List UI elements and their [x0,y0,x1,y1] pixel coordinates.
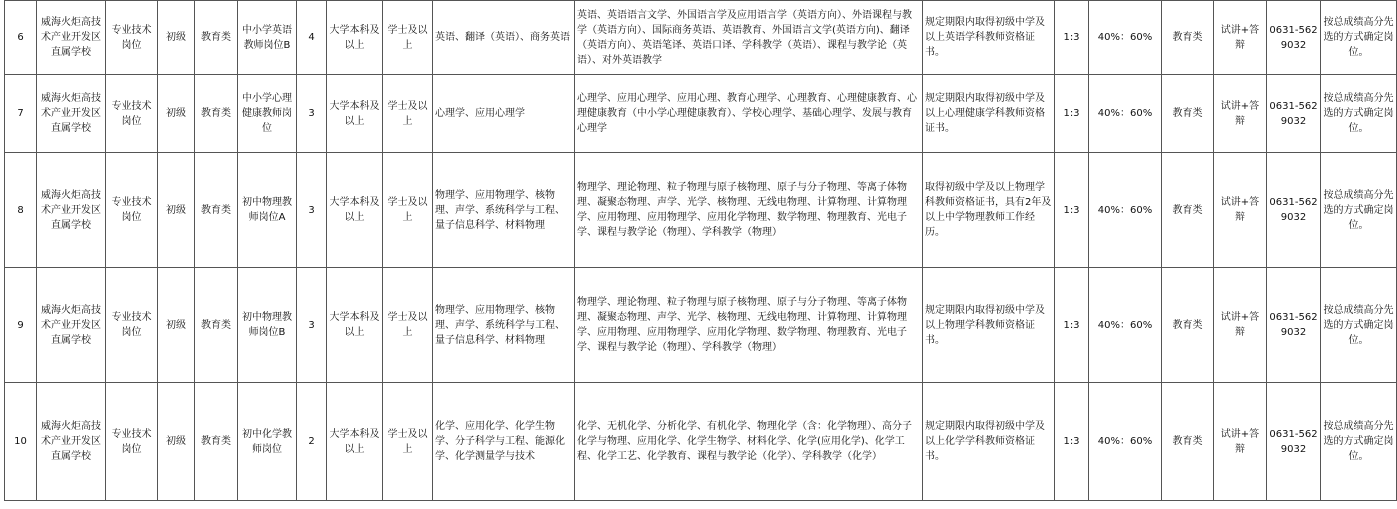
cell-requirement: 规定期限内取得初级中学及以上英语学科教师资格证书。 [923,1,1055,75]
cell-no: 9 [5,268,37,383]
cell-phone: 0631-5629032 [1267,383,1321,501]
cell-education: 大学本科及以上 [327,153,383,268]
cell-position: 初中物理教师岗位A [238,153,297,268]
cell-phone: 0631-5629032 [1267,153,1321,268]
cell-requirement: 规定期限内取得初级中学及以上物理学科教师资格证书。 [923,268,1055,383]
cell-weight: 40%：60% [1089,153,1162,268]
cell-count: 2 [297,383,327,501]
cell-unit: 威海火炬高技术产业开发区直属学校 [37,268,106,383]
cell-unit: 威海火炬高技术产业开发区直属学校 [37,383,106,501]
cell-weight: 40%：60% [1089,1,1162,75]
cell-category: 专业技术岗位 [106,153,158,268]
cell-degree: 学士及以上 [383,1,433,75]
cell-ratio: 1:3 [1055,75,1089,153]
cell-unit: 威海火炬高技术产业开发区直属学校 [37,1,106,75]
cell-interview: 试讲+答辩 [1214,268,1267,383]
cell-level: 初级 [158,268,195,383]
cell-degree: 学士及以上 [383,153,433,268]
cell-requirement: 规定期限内取得初级中学及以上化学学科教师资格证书。 [923,383,1055,501]
cell-type: 教育类 [195,153,238,268]
table-row [5,268,1397,383]
cell-interview: 试讲+答辩 [1214,153,1267,268]
cell-degree: 学士及以上 [383,268,433,383]
cell-level: 初级 [158,383,195,501]
cell-ratio: 1:3 [1055,268,1089,383]
cell-degree: 学士及以上 [383,75,433,153]
cell-major-undergrad: 心理学、应用心理学 [433,75,575,153]
cell-exam-type: 教育类 [1162,383,1214,501]
cell-exam-type: 教育类 [1162,153,1214,268]
cell-weight: 40%：60% [1089,383,1162,501]
cell-category: 专业技术岗位 [106,383,158,501]
cell-requirement: 取得初级中学及以上物理学科教师资格证书，具有2年及以上中学物理教师工作经历。 [923,153,1055,268]
cell-weight: 40%：60% [1089,268,1162,383]
table-row [5,75,1397,153]
cell-method: 按总成绩高分先选的方式确定岗位。 [1321,1,1397,75]
cell-education: 大学本科及以上 [327,268,383,383]
cell-method: 按总成绩高分先选的方式确定岗位。 [1321,153,1397,268]
cell-count: 3 [297,153,327,268]
cell-method: 按总成绩高分先选的方式确定岗位。 [1321,75,1397,153]
cell-ratio: 1:3 [1055,1,1089,75]
cell-weight: 40%：60% [1089,75,1162,153]
cell-category: 专业技术岗位 [106,268,158,383]
cell-type: 教育类 [195,1,238,75]
cell-major-undergrad: 物理学、应用物理学、核物理、声学、系统科学与工程、量子信息科学、材料物理 [433,153,575,268]
cell-unit: 威海火炬高技术产业开发区直属学校 [37,153,106,268]
cell-method: 按总成绩高分先选的方式确定岗位。 [1321,383,1397,501]
cell-position: 中小学心理健康教师岗位 [238,75,297,153]
cell-type: 教育类 [195,383,238,501]
table-row [5,153,1397,268]
positions-table [4,0,1397,501]
cell-education: 大学本科及以上 [327,383,383,501]
cell-ratio: 1:3 [1055,383,1089,501]
cell-count: 3 [297,75,327,153]
cell-interview: 试讲+答辩 [1214,383,1267,501]
cell-degree: 学士及以上 [383,383,433,501]
cell-interview: 试讲+答辩 [1214,75,1267,153]
cell-major-grad: 物理学、理论物理、粒子物理与原子核物理、原子与分子物理、等离子体物理、凝聚态物理、声学、光学、核物理、无线电物理、计算物理、计算物理学、应用物理、应用物理学、应用化学物理、数学物理、物理教育、光电子学、课程与教学论（物理）、学科教学（物理） [575,153,923,268]
cell-phone: 0631-5629032 [1267,1,1321,75]
cell-education: 大学本科及以上 [327,1,383,75]
cell-exam-type: 教育类 [1162,1,1214,75]
cell-no: 7 [5,75,37,153]
table-row [5,383,1397,501]
cell-no: 8 [5,153,37,268]
cell-requirement: 规定期限内取得初级中学及以上心理健康学科教师资格证书。 [923,75,1055,153]
cell-ratio: 1:3 [1055,153,1089,268]
cell-level: 初级 [158,75,195,153]
cell-count: 3 [297,268,327,383]
cell-major-grad: 心理学、应用心理学、应用心理、教育心理学、心理教育、心理健康教育、心理健康教育（中小学心理健康教育）、学校心理学、基础心理学、发展与教育心理学 [575,75,923,153]
cell-position: 初中化学教师岗位 [238,383,297,501]
cell-category: 专业技术岗位 [106,75,158,153]
cell-phone: 0631-5629032 [1267,268,1321,383]
cell-phone: 0631-5629032 [1267,75,1321,153]
cell-level: 初级 [158,153,195,268]
cell-no: 6 [5,1,37,75]
cell-type: 教育类 [195,75,238,153]
cell-major-undergrad: 英语、翻译（英语）、商务英语 [433,1,575,75]
cell-major-grad: 英语、英语语言文学、外国语言学及应用语言学（英语方向）、外语课程与教学（英语方向）、国际商务英语、英语教育、外国语言文学(英语方向)、翻译（英语方向）、英语笔译、英语口译、学科教学（英语）、课程与教学论（英语）、对外英语教学 [575,1,923,75]
cell-no: 10 [5,383,37,501]
cell-major-undergrad: 物理学、应用物理学、核物理、声学、系统科学与工程、量子信息科学、材料物理 [433,268,575,383]
table-row [5,1,1397,75]
cell-exam-type: 教育类 [1162,268,1214,383]
cell-interview: 试讲+答辩 [1214,1,1267,75]
cell-major-grad: 物理学、理论物理、粒子物理与原子核物理、原子与分子物理、等离子体物理、凝聚态物理、声学、光学、核物理、无线电物理、计算物理、计算物理学、应用物理、应用物理学、应用化学物理、数学物理、物理教育、光电子学、课程与教学论（物理）、学科教学（物理） [575,268,923,383]
cell-type: 教育类 [195,268,238,383]
cell-position: 初中物理教师岗位B [238,268,297,383]
cell-category: 专业技术岗位 [106,1,158,75]
cell-major-undergrad: 化学、应用化学、化学生物学、分子科学与工程、能源化学、化学测量学与技术 [433,383,575,501]
cell-method: 按总成绩高分先选的方式确定岗位。 [1321,268,1397,383]
cell-level: 初级 [158,1,195,75]
cell-unit: 威海火炬高技术产业开发区直属学校 [37,75,106,153]
cell-exam-type: 教育类 [1162,75,1214,153]
cell-major-grad: 化学、无机化学、分析化学、有机化学、物理化学（含：化学物理）、高分子化学与物理、应用化学、化学生物学、材料化学、化学(应用化学)、化学工程、化学工艺、化学教育、课程与教学论（化学）、学科教学（化学） [575,383,923,501]
cell-count: 4 [297,1,327,75]
cell-education: 大学本科及以上 [327,75,383,153]
cell-position: 中小学英语教师岗位B [238,1,297,75]
